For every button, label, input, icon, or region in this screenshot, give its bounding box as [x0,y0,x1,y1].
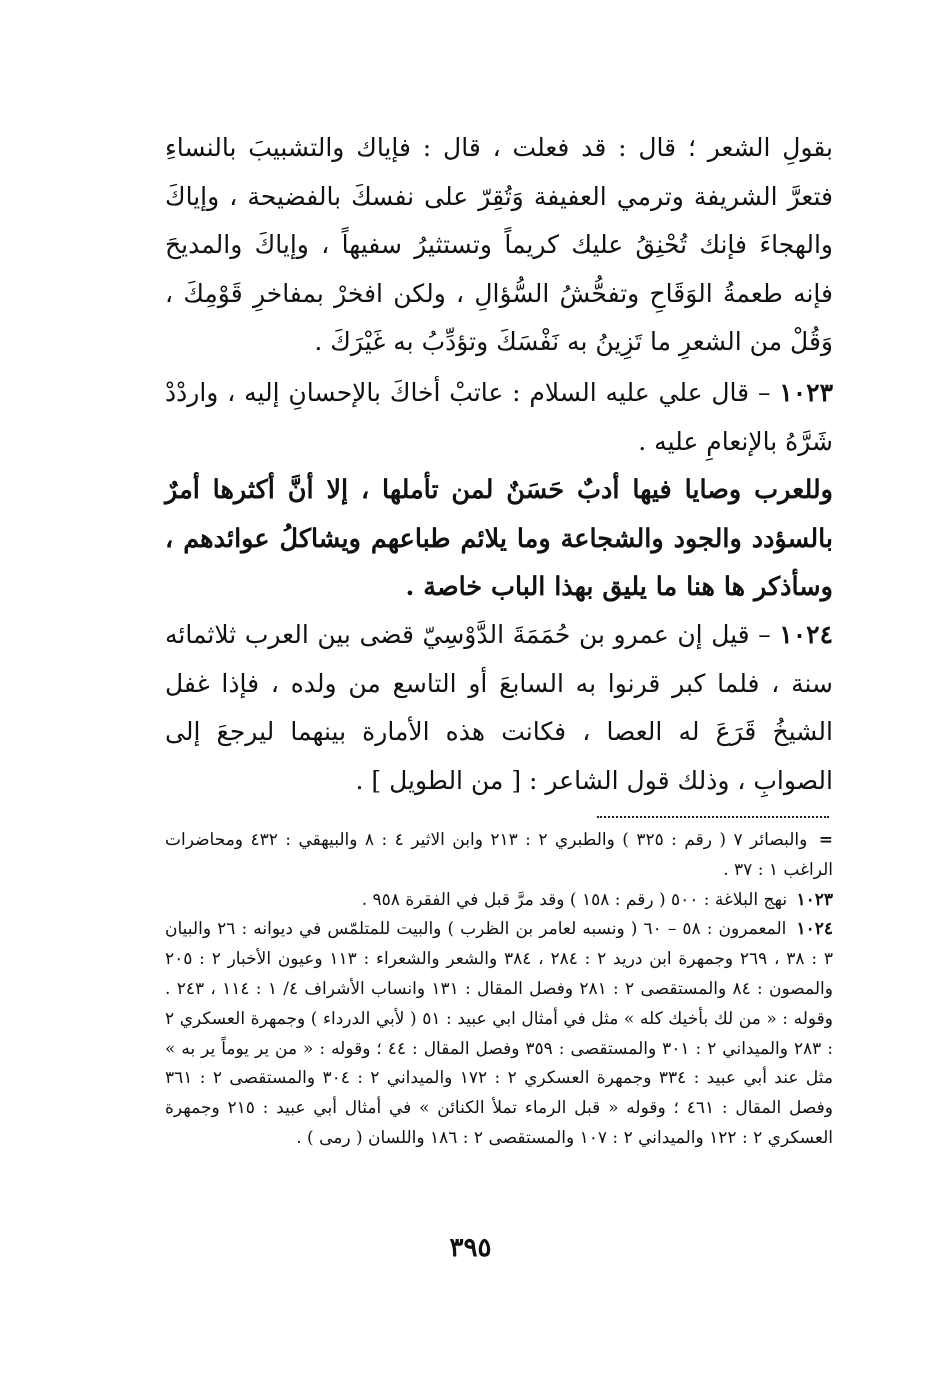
footnote-text: المعمرون : ٥٨ – ٦٠ ( ونسبه لعامر بن الظرب ) والبيت للمتلمّس في ديوانه : ٢٦ والبيان ٣ : ٣٨ ، ٢٦٩ وجمهرة ابن دريد ٢ : ٢٨٤ ، ٣٨٤ والشعر والشعراء : ١١٣ وعيون الأخبار ٢ : ٢٠٥ والمصون : ٨٤ والمستقصى ٢ : ٢٨١ وفصل المقال : ١٣١ وانساب الأشراف ٤/ ١ : ١١٤ ، ٢٤٣ . وقوله : « من لك بأخيك كله » مثل في أمثال ابي عبيد : ٥١ ( لأبي الدرداء ) وجمهرة العسكري ٢ : ٢٨٣ والميداني ٢ : ٣٠١ والمستقصى : ٣٥٩ وفصل المقال : ٤٤ ؛ وقوله : « من ير يوماً ير به » مثل عند أبي عبيد : ٣٣٤ وجمهرة العسكري ٢ : ١٧٢ والميداني ٢ : ٣٠٤ والمستقصى ٢ : ٣٦١ وفصل المقال : ٤٦١ ؛ وقوله « قبل الرماء تملأ الكنائن » في أمثال أبي عبيد : ٢١٥ وجمهرة العسكري ٢ : ١٢٢ والميداني ٢ : ١٠٧ والمستقصى ٢ : ١٨٦ واللسان ( رمى ) . [165,919,834,1148]
footnote-continuation [165,826,833,886]
paragraph-1024 [165,611,833,805]
paragraph-number: ١٠٢٤ [779,620,833,649]
paragraph-text: بقولِ الشعر ؛ قال : قد فعلت ، قال : فإياك والتشبيبَ بالنساءِ فتعرَّ الشريفة وترمي العفيفة وَتُقِرّ على نفسكَ بالفضيحة ، وإياكَ والهجاءَ فإنك تُحْنِقُ عليك كريماً وتستثيرُ سفيهاً ، وإياكَ والمديحَ فإنه طعمةُ الوَقَاحِ وتفحُّشُ السُّؤالِ ، ولكن افخرْ بمفاخرِ قَوْمِكَ ، وَقُلْ من الشعرِ ما تَزِينُ به نَفْسَكَ وتؤدِّبُ به غَيْرَكَ . [165,133,833,356]
paragraph-dash: – [758,620,771,649]
paragraph-continuation [165,124,833,367]
footnote-text: والبصائر ٧ ( رقم : ٣٢٥ ) والطبري ٢ : ٢١٣ وابن الاثير ٤ : ٨ والبيهقي : ٤٣٢ ومحاضرات الراغب ١ : ٣٧ . [165,830,833,880]
footnote-marker: ١٠٢٣ [796,889,833,910]
paragraph-dash: – [757,378,771,407]
footnote-divider [597,816,829,818]
footnote-marker: = [818,830,834,850]
paragraph-text: وللعرب وصايا فيها أدبٌ حَسَنٌ لمن تأملها ، إلا أنَّ أكثرها أمرٌ بالسؤدد والجود والشجاعة وما يلائم طباعهم ويشاكلُ عوائدهم ، وسأذكر ها هنا ما يليق بهذا الباب خاصة . [165,475,833,602]
page-number: ٣٩٥ [449,1233,492,1263]
paragraph-1023 [165,369,833,466]
footnotes [165,826,833,1154]
footnote-1024 [165,915,833,1153]
paragraph-number: ١٠٢٣ [779,378,833,407]
footnote-1023 [165,886,833,916]
footnote-marker: ١٠٢٤ [796,919,833,940]
paragraph-text: قيل إن عمرو بن حُمَمَةَ الدَّوْسِيّ قضى بين العرب ثلاثمائه سنة ، فلما كبر قرنوا به السابعَ أو التاسع من ولده ، فإذا غفل الشيخُ قَرَعَ له العصا ، فكانت هذه الأمارة بينهما ليرجعَ إلى الصوابِ ، وذلك قول الشاعر : [ من الطويل ] . [165,620,833,795]
footnote-text: نهج البلاغة : ٥٠٠ ( رقم : ١٥٨ ) وقد مرَّ قبل في الفقرة ٩٥٨ . [361,889,788,910]
paragraph-intro-bold [165,466,833,612]
paragraph-text: قال علي عليه السلام : عاتبْ أخاكَ بالإحسانِ إليه ، واردْدْ شَرَّهُ بالإنعامِ عليه . [165,378,833,456]
